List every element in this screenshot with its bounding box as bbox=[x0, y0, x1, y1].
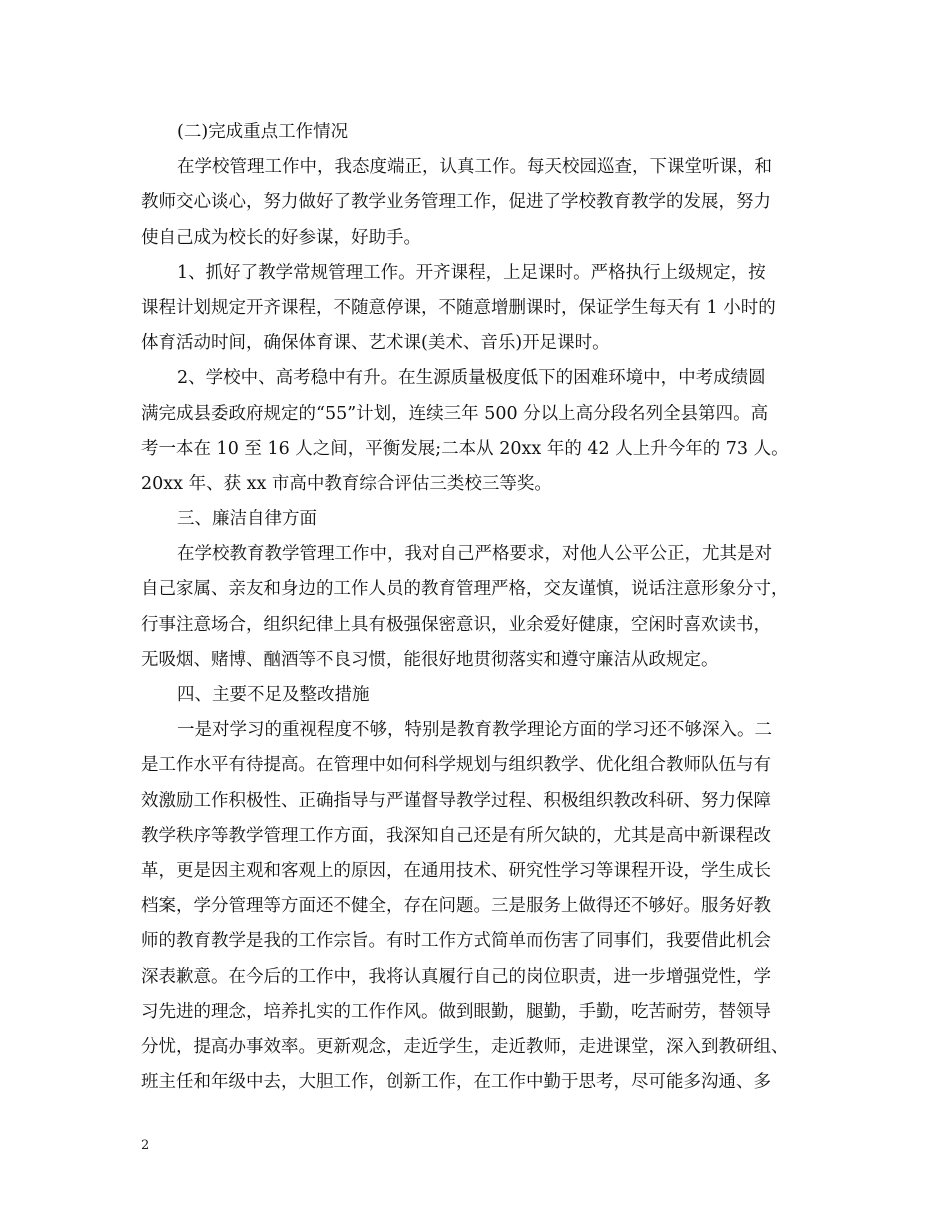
section-heading-key-work: (二)完成重点工作情况 bbox=[177, 122, 349, 142]
paragraph-line: 深表歉意。在今后的工作中，我将认真履行自己的岗位职责，进一步增强党性，学 bbox=[141, 966, 771, 987]
paragraph-line: 在学校教育教学管理工作中，我对自己严格要求，对他人公平公正，尤其是对 bbox=[177, 544, 772, 565]
paragraph-line: 档案，学分管理等方面还不健全，存在问题。三是服务上做得还不够好。服务好教 bbox=[141, 896, 771, 917]
paragraph-line: 考一本在 10 至 16 人之间，平衡发展;二本从 20xx 年的 42 人上升今年的 73 人。 bbox=[141, 438, 789, 459]
paragraph-line: 在学校管理工作中，我态度端正，认真工作。每天校园巡查，下课堂听课，和 bbox=[177, 157, 772, 178]
paragraph-line: 20xx 年、获 xx 市高中教育综合评估三类校三等奖。 bbox=[141, 473, 552, 494]
paragraph-line: 教师交心谈心，努力做好了教学业务管理工作，促进了学校教育教学的发展，努力 bbox=[141, 192, 771, 213]
paragraph-line: 1、抓好了教学常规管理工作。开齐课程，上足课时。严格执行上级规定，按 bbox=[177, 262, 766, 283]
paragraph-line: 使自己成为校长的好参谋，好助手。 bbox=[141, 227, 421, 248]
paragraph-line: 自己家属、亲友和身边的工作人员的教育管理严格，交友谨慎，说话注意形象分寸， bbox=[141, 579, 789, 600]
paragraph-line: 行事注意场合，组织纪律上具有极强保密意识，业余爱好健康，空闲时喜欢读书， bbox=[141, 614, 771, 635]
paragraph-line: 无吸烟、赌博、酗酒等不良习惯，能很好地贯彻落实和遵守廉洁从政规定。 bbox=[141, 649, 719, 670]
document-body bbox=[141, 115, 813, 1100]
section-heading-shortcomings: 四、主要不足及整改措施 bbox=[177, 685, 370, 705]
paragraph-line: 是工作水平有待提高。在管理中如何科学规划与组织教学、优化组合教师队伍与有 bbox=[141, 755, 771, 776]
paragraph-line: 教学秩序等教学管理工作方面，我深知自己还是有所欠缺的，尤其是高中新课程改 bbox=[141, 825, 771, 846]
paragraph-line: 满完成县委政府规定的“55”计划，连续三年 500 分以上高分段名列全县第四。高 bbox=[141, 403, 769, 424]
paragraph-line: 革，更是因主观和客观上的原因，在通用技术、研究性学习等课程开设，学生成长 bbox=[141, 860, 771, 881]
paragraph-line: 一是对学习的重视程度不够，特别是教育教学理论方面的学习还不够深入。二 bbox=[177, 720, 772, 741]
paragraph-line: 效激励工作积极性、正确指导与严谨督导教学过程、积极组织教改科研、努力保障 bbox=[141, 790, 771, 811]
paragraph-line: 习先进的理念，培养扎实的工作作风。做到眼勤，腿勤，手勤，吃苦耐劳，替领导 bbox=[141, 1001, 771, 1022]
paragraph-line: 2、学校中、高考稳中有升。在生源质量极度低下的困难环境中，中考成绩圆 bbox=[177, 368, 766, 389]
paragraph-line: 分忧，提高办事效率。更新观念，走近学生，走近教师，走进课堂，深入到教研组、 bbox=[141, 1036, 789, 1057]
paragraph-line: 课程计划规定开齐课程，不随意停课，不随意增删课时，保证学生每天有 1 小时的 bbox=[141, 297, 776, 318]
page-number: 2 bbox=[141, 1138, 150, 1153]
section-heading-integrity: 三、廉洁自律方面 bbox=[177, 509, 317, 530]
paragraph-line: 师的教育教学是我的工作宗旨。有时工作方式简单而伤害了同事们，我要借此机会 bbox=[141, 931, 771, 952]
paragraph-line: 体育活动时间，确保体育课、艺术课(美术、音乐)开足课时。 bbox=[141, 333, 610, 354]
paragraph-line: 班主任和年级中去，大胆工作，创新工作，在工作中勤于思考，尽可能多沟通、多 bbox=[141, 1072, 771, 1093]
